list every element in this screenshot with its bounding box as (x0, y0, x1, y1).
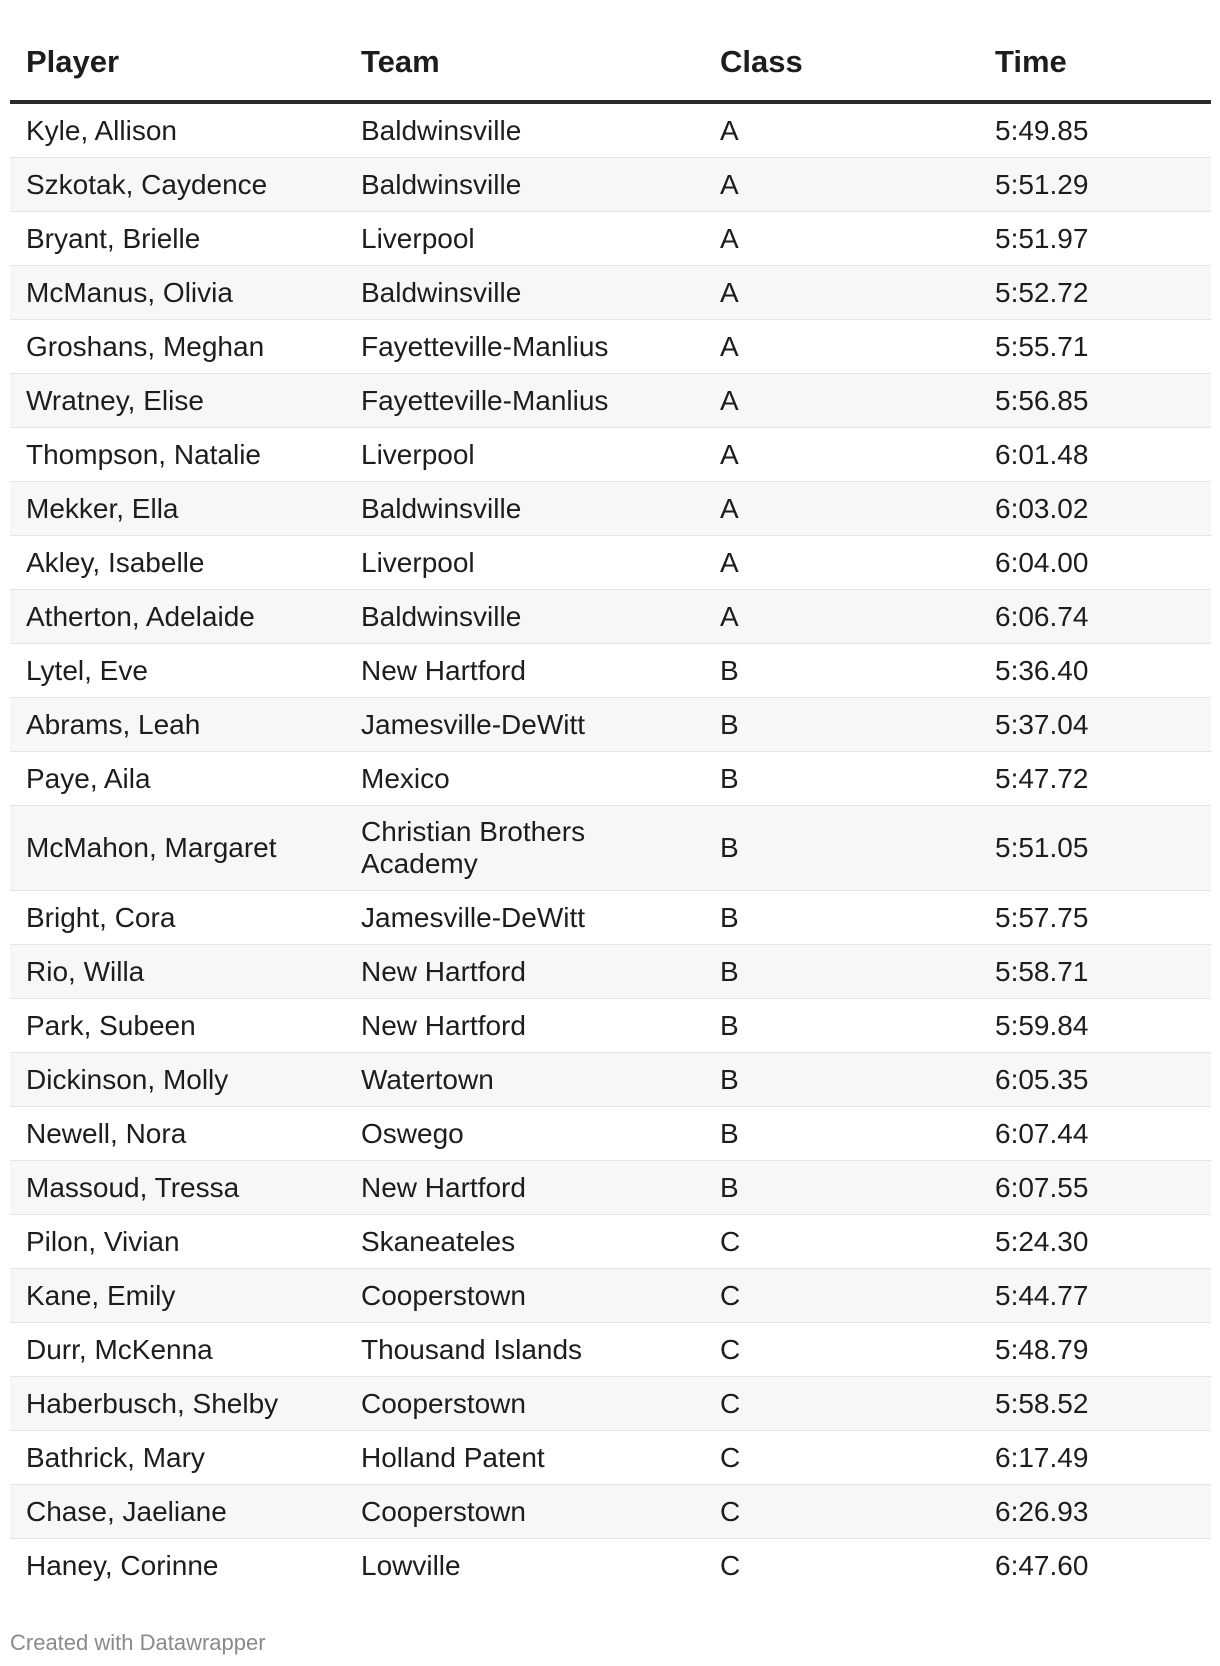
cell-class: A (704, 266, 979, 320)
cell-player: McMahon, Margaret (10, 806, 345, 891)
cell-class: A (704, 536, 979, 590)
cell-time: 5:48.79 (979, 1323, 1211, 1377)
cell-team: Lowville (361, 1549, 461, 1581)
cell-player: Mekker, Ella (10, 482, 345, 536)
cell-player: Groshans, Meghan (10, 320, 345, 374)
cell-team: Fayetteville-Manlius (345, 320, 704, 374)
column-header-class[interactable]: Class (704, 24, 979, 102)
cell-player: Kyle, Allison (10, 102, 345, 158)
table-row (10, 999, 1211, 1053)
cell-team: Baldwinsville (345, 158, 704, 212)
cell-team: Baldwinsville (345, 482, 704, 536)
cell-team: New Hartford (345, 644, 704, 698)
table-row (10, 752, 1211, 806)
table-row (10, 374, 1211, 428)
cell-team: Cooperstown (345, 1269, 704, 1323)
cell-time: 5:51.29 (979, 158, 1211, 212)
cell-class: C (704, 1431, 979, 1485)
cell-team: Skaneateles (345, 1215, 704, 1269)
cell-team: Liverpool (345, 212, 704, 266)
cell-class: B (704, 644, 979, 698)
cell-time: 6:07.44 (979, 1107, 1211, 1161)
cell-class: A (704, 102, 979, 158)
column-header-team[interactable]: Team (345, 24, 704, 102)
cell-time: 6:04.00 (979, 536, 1211, 590)
cell-time: 5:44.77 (979, 1269, 1211, 1323)
cell-class: B (704, 806, 979, 891)
table-row (10, 644, 1211, 698)
cell-team: Baldwinsville (345, 590, 704, 644)
table-body (10, 102, 1211, 1592)
table-row (10, 1431, 1211, 1485)
cell-team: Mexico (345, 752, 704, 806)
cell-class: C (704, 1485, 979, 1539)
cell-team: Oswego (345, 1107, 704, 1161)
cell-player: Haberbusch, Shelby (10, 1377, 345, 1431)
cell-class: B (704, 1053, 979, 1107)
table-row (10, 806, 1211, 891)
cell-player: Durr, McKenna (10, 1323, 345, 1377)
table-row (10, 1053, 1211, 1107)
table-row (10, 1485, 1211, 1539)
cell-time: 5:58.52 (979, 1377, 1211, 1431)
cell-time: 5:56.85 (979, 374, 1211, 428)
column-header-time[interactable]: Time (979, 24, 1211, 102)
cell-class: A (704, 320, 979, 374)
cell-player: Paye, Aila (10, 752, 345, 806)
table-row (10, 1269, 1211, 1323)
cell-class: A (704, 428, 979, 482)
cell-time: 5:52.72 (979, 266, 1211, 320)
cell-player: McManus, Olivia (10, 266, 345, 320)
cell-time: 5:55.71 (979, 320, 1211, 374)
cell-team: New Hartford (345, 1161, 704, 1215)
cell-time: 5:47.72 (979, 752, 1211, 806)
cell-class: A (704, 482, 979, 536)
cell-time: 5:59.84 (979, 999, 1211, 1053)
results-table (10, 24, 1211, 1592)
table-row (10, 1215, 1211, 1269)
cell-time: 6:26.93 (979, 1485, 1211, 1539)
table-row (10, 1107, 1211, 1161)
cell-class: B (704, 1107, 979, 1161)
datawrapper-credit: Created with Datawrapper (10, 1630, 266, 1655)
cell-time: 5:51.05 (979, 806, 1211, 891)
cell-player: Bright, Cora (10, 891, 345, 945)
cell-team: Holland Patent (345, 1431, 704, 1485)
cell-player: Park, Subeen (10, 999, 345, 1053)
cell-time: 5:49.85 (979, 102, 1211, 158)
cell-class: A (704, 590, 979, 644)
cell-player: Massoud, Tressa (10, 1161, 345, 1215)
table-row (10, 945, 1211, 999)
cell-class: B (704, 945, 979, 999)
cell-team: New Hartford (345, 945, 704, 999)
table-row (10, 536, 1211, 590)
results-table-container (10, 24, 1211, 1592)
cell-time: 6:03.02 (979, 482, 1211, 536)
cell-player: Dickinson, Molly (10, 1053, 345, 1107)
cell-team: Liverpool (345, 536, 704, 590)
table-row (10, 1161, 1211, 1215)
cell-time: 6:17.49 (979, 1431, 1211, 1485)
table-row (10, 891, 1211, 945)
cell-class: A (704, 374, 979, 428)
cell-player: Atherton, Adelaide (10, 590, 345, 644)
table-row (10, 698, 1211, 752)
cell-class: B (704, 752, 979, 806)
cell-time: 6:07.55 (979, 1161, 1211, 1215)
cell-player: Thompson, Natalie (10, 428, 345, 482)
cell-class: C (704, 1323, 979, 1377)
cell-time: 6:05.35 (979, 1053, 1211, 1107)
cell-player: Chase, Jaeliane (10, 1485, 345, 1539)
cell-team: Watertown (345, 1053, 704, 1107)
table-row (10, 158, 1211, 212)
cell-player: Bryant, Brielle (10, 212, 345, 266)
cell-player: Szkotak, Caydence (10, 158, 345, 212)
cell-time: 5:51.97 (979, 212, 1211, 266)
cell-class: B (704, 698, 979, 752)
table-row (10, 1323, 1211, 1377)
cell-team: Thousand Islands (345, 1323, 704, 1377)
cell-class: B (704, 999, 979, 1053)
table-row (10, 428, 1211, 482)
cell-team: Baldwinsville (345, 266, 704, 320)
table-row (10, 320, 1211, 374)
cell-player: Bathrick, Mary (10, 1431, 345, 1485)
cell-player: Akley, Isabelle (10, 536, 345, 590)
cell-team: Cooperstown (345, 1485, 704, 1539)
cell-time: 5:24.30 (979, 1215, 1211, 1269)
cell-team: Fayetteville-Manlius (345, 374, 704, 428)
cell-team: Jamesville-DeWitt (345, 891, 704, 945)
cell-team: Liverpool (345, 428, 704, 482)
table-row (10, 590, 1211, 644)
table-row (10, 102, 1211, 158)
cell-player: Abrams, Leah (10, 698, 345, 752)
cell-class: C (704, 1377, 979, 1431)
cell-time: 5:58.71 (979, 945, 1211, 999)
cell-class: B (704, 1161, 979, 1215)
table-row (10, 212, 1211, 266)
cell-team: Christian Brothers Academy (345, 806, 704, 891)
column-header-player[interactable]: Player (10, 24, 345, 102)
cell-class: A (704, 158, 979, 212)
table-row (10, 482, 1211, 536)
cell-class: C (704, 1215, 979, 1269)
cell-time: 6:47.60 (995, 1549, 1089, 1581)
table-row (10, 1377, 1211, 1431)
cell-time: 6:06.74 (979, 590, 1211, 644)
cell-class: B (704, 891, 979, 945)
cell-time: 5:37.04 (979, 698, 1211, 752)
cell-time: 5:57.75 (979, 891, 1211, 945)
cell-player: Kane, Emily (10, 1269, 345, 1323)
cell-player: Haney, Corinne (26, 1549, 219, 1581)
cell-class: C (704, 1269, 979, 1323)
cell-time: 6:01.48 (979, 428, 1211, 482)
cell-team: Baldwinsville (345, 102, 704, 158)
cell-player: Rio, Willa (10, 945, 345, 999)
cell-class: C (720, 1549, 741, 1581)
cell-team: Jamesville-DeWitt (345, 698, 704, 752)
cell-team: New Hartford (345, 999, 704, 1053)
cell-team: Cooperstown (345, 1377, 704, 1431)
table-row (10, 1539, 1211, 1593)
table-header-row (10, 24, 1211, 102)
cell-time: 5:36.40 (979, 644, 1211, 698)
cell-player: Wratney, Elise (10, 374, 345, 428)
cell-player: Lytel, Eve (10, 644, 345, 698)
table-row (10, 266, 1211, 320)
cell-class: A (704, 212, 979, 266)
cell-player: Pilon, Vivian (10, 1215, 345, 1269)
cell-player: Newell, Nora (10, 1107, 345, 1161)
